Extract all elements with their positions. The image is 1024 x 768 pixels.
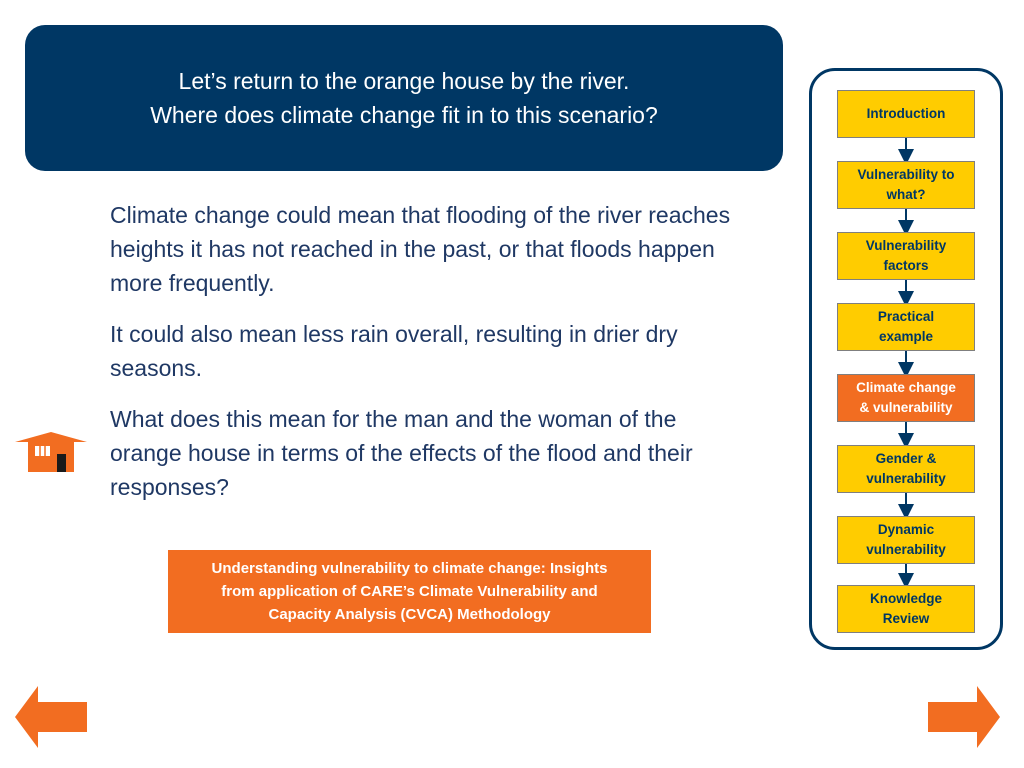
next-slide-button[interactable] [928,686,1000,748]
nav-label: Introduction [866,106,946,121]
nav-introduction[interactable] [837,90,975,138]
title-line-1: Let’s return to the orange house by the river. [178,68,630,94]
previous-slide-button[interactable] [15,686,87,748]
nav-label: Knowledge Review [869,591,942,626]
nav-label: Climate change & vulnerability [856,380,956,415]
slide-title-banner [25,25,783,171]
nav-practical-example[interactable] [837,303,975,351]
title-line-2: Where does climate change fit in to this scenario? [150,102,658,128]
nav-label: Dynamic vulnerability [866,522,946,557]
nav-label: Practical example [877,309,935,344]
paragraph-question: What does this mean for the man and the woman of the orange house in terms of the effects of the flood and their responses? [110,406,693,500]
nav-climate-change-vulnerability[interactable] [837,374,975,422]
orange-house-icon [15,430,87,472]
body-text [110,198,750,521]
nav-knowledge-review[interactable] [837,585,975,633]
right-arrow-icon [928,686,1000,748]
nav-vulnerability-factors[interactable] [837,232,975,280]
paragraph-drier-seasons: It could also mean less rain overall, resulting in drier dry seasons. [110,321,678,381]
source-line-3: Capacity Analysis (CVCA) Methodology [268,606,551,623]
nav-label: Gender & vulnerability [866,451,946,486]
nav-dynamic-vulnerability[interactable] [837,516,975,564]
left-arrow-icon [15,686,87,748]
source-line-1: Understanding vulnerability to climate change: Insights [211,560,608,577]
source-line-2: from application of CARE’s Climate Vulnerability and [221,583,598,600]
nav-gender-vulnerability[interactable] [837,445,975,493]
paragraph-flooding: Climate change could mean that flooding of the river reaches heights it has not reached in the past, or that floods happen more frequently. [110,202,731,296]
nav-label: Vulnerability to what? [857,167,955,202]
source-reference-box [168,550,651,633]
nav-label: Vulnerability factors [865,238,947,273]
nav-vulnerability-to-what[interactable] [837,161,975,209]
